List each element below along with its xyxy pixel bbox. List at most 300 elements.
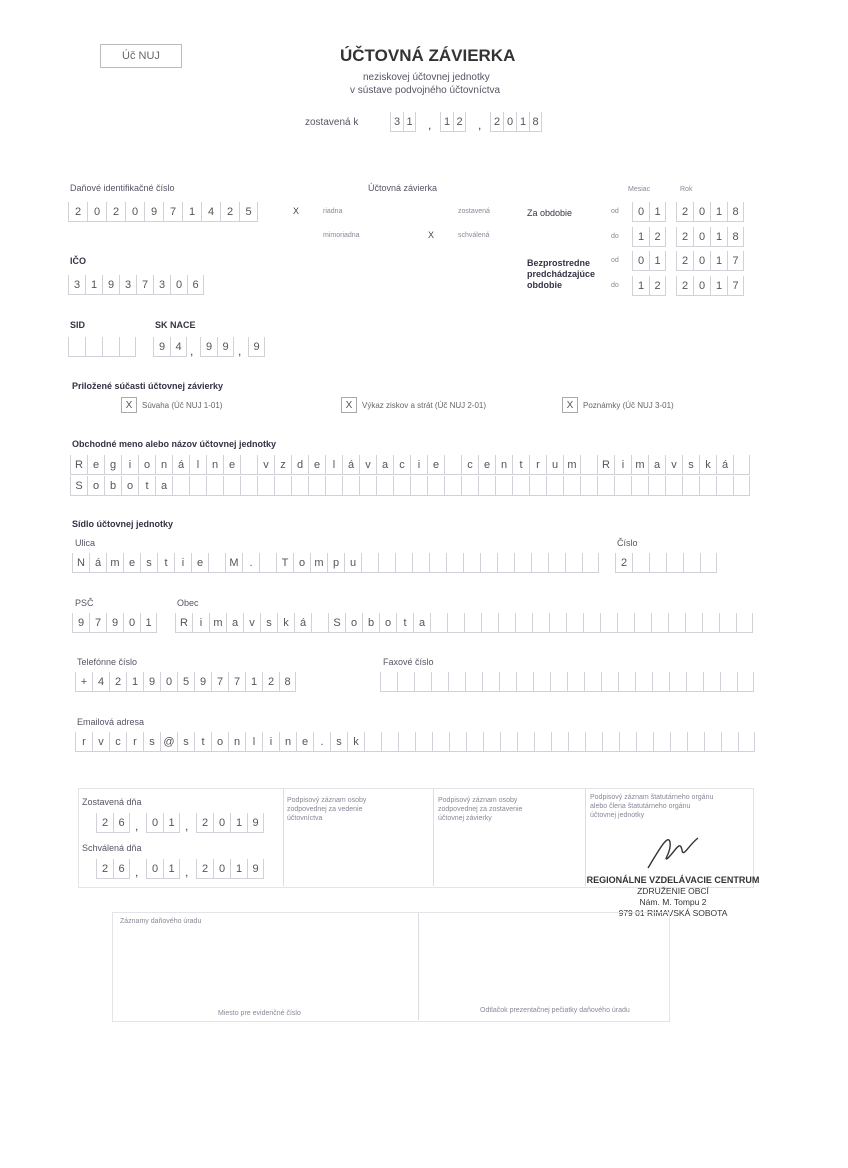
document-title: ÚČTOVNÁ ZÁVIERKA: [340, 46, 516, 65]
char-box: [364, 732, 381, 752]
char-box: [483, 732, 500, 752]
char-box: v: [243, 613, 260, 633]
char-box: [516, 672, 533, 692]
char-box: m: [631, 455, 648, 475]
char-box: [704, 732, 721, 752]
char-box: á: [716, 455, 733, 475]
char-box: [721, 732, 738, 752]
char-box: 9: [72, 613, 89, 633]
char-box: 2: [649, 276, 666, 296]
notes-label: Poznámky (Úč NUJ 3-01): [583, 401, 674, 410]
from-label: od: [611, 208, 619, 215]
tax-id-value: [68, 202, 258, 222]
approved-mark: X: [428, 230, 435, 240]
char-box: n: [206, 455, 223, 475]
char-box: [172, 476, 189, 496]
char-box: 1: [140, 613, 157, 633]
char-box: @: [160, 732, 177, 752]
current-from-month: [632, 202, 666, 222]
statement-label: Účtovná závierka: [368, 183, 438, 193]
balance-sheet-checkbox[interactable]: X: [121, 397, 137, 413]
signature-statutory: Podpisový záznam štatutárneho orgánu alebo člena štatutárneho orgánu účtovnej jednotky: [590, 794, 714, 819]
psc-value: [72, 613, 157, 633]
approved-label: schválená: [458, 232, 490, 239]
char-box: [208, 553, 225, 573]
char-box: 2: [676, 251, 693, 271]
char-box: m: [310, 553, 327, 573]
char-box: e: [478, 455, 495, 475]
nace-part-1: [153, 337, 187, 357]
char-box: [719, 613, 736, 633]
handwritten-signature: [640, 828, 710, 876]
char-box: d: [291, 455, 308, 475]
char-box: [634, 613, 651, 633]
char-box: [512, 476, 529, 496]
char-box: [631, 476, 648, 496]
char-box: [619, 732, 636, 752]
char-box: [395, 553, 412, 573]
char-box: 7: [136, 275, 153, 295]
char-box: m: [209, 613, 226, 633]
char-box: [342, 476, 359, 496]
char-box: s: [140, 553, 157, 573]
char-box: [517, 732, 534, 752]
char-box: [444, 476, 461, 496]
char-box: [514, 553, 531, 573]
char-box: [240, 455, 257, 475]
char-box: v: [92, 732, 109, 752]
approved-on-year: [196, 859, 264, 879]
seat-label: Sídlo účtovnej jednotky: [72, 519, 174, 529]
char-box: [583, 613, 600, 633]
char-box: [274, 476, 291, 496]
char-box: [447, 613, 464, 633]
char-box: 1: [230, 813, 247, 833]
char-box: R: [70, 455, 87, 475]
entity-name-label: Obchodné meno alebo názov účtovnej jednotky: [72, 439, 277, 449]
char-box: n: [495, 455, 512, 475]
char-box: [311, 613, 328, 633]
char-box: o: [138, 455, 155, 475]
current-from-year: [676, 202, 744, 222]
street-label: Ulica: [75, 538, 96, 548]
char-box: [461, 476, 478, 496]
char-box: t: [512, 455, 529, 475]
char-box: k: [347, 732, 364, 752]
char-box: 9: [143, 672, 160, 692]
char-box: 0: [123, 613, 140, 633]
char-box: á: [172, 455, 189, 475]
char-box: 2: [96, 813, 113, 833]
char-box: s: [682, 455, 699, 475]
char-box: [653, 732, 670, 752]
approved-on-day: [96, 859, 130, 879]
subtitle-1: neziskovej účtovnej jednotky: [363, 72, 490, 83]
char-box: [410, 476, 427, 496]
char-box: 2: [676, 276, 693, 296]
char-box: a: [226, 613, 243, 633]
email-value: [75, 732, 755, 752]
char-box: [648, 476, 665, 496]
char-box: [529, 476, 546, 496]
char-box: i: [262, 732, 279, 752]
char-box: [567, 672, 584, 692]
char-box: [448, 672, 465, 692]
divider: [418, 913, 419, 1020]
char-box: [686, 672, 703, 692]
char-box: s: [143, 732, 160, 752]
char-box: 0: [693, 251, 710, 271]
char-box: 9: [153, 337, 170, 357]
char-box: [325, 476, 342, 496]
char-box: 0: [213, 859, 230, 879]
char-box: t: [157, 553, 174, 573]
approved-on-label: Schválená dňa: [82, 843, 142, 853]
char-box: [669, 672, 686, 692]
char-box: 2: [196, 813, 213, 833]
char-box: [716, 476, 733, 496]
year-label: Rok: [680, 186, 693, 193]
char-box: e: [308, 455, 325, 475]
char-box: 9: [102, 275, 119, 295]
char-box: v: [665, 455, 682, 475]
notes-checkbox[interactable]: X: [562, 397, 578, 413]
char-box: 5: [177, 672, 194, 692]
nace-separator: ,: [238, 344, 242, 358]
char-box: 0: [693, 276, 710, 296]
char-box: 1: [182, 202, 201, 222]
char-box: a: [376, 455, 393, 475]
char-box: 0: [170, 275, 187, 295]
char-box: [733, 476, 750, 496]
evidence-number-label: Miesto pre evidenčné číslo: [218, 1010, 301, 1017]
char-box: m: [106, 553, 123, 573]
char-box: [482, 672, 499, 692]
income-statement-label: Výkaz ziskov a strát (Úč NUJ 2-01): [362, 401, 487, 410]
char-box: [668, 613, 685, 633]
ico-value: [68, 275, 204, 295]
char-box: 0: [146, 813, 163, 833]
char-box: 1: [126, 672, 143, 692]
char-box: [670, 732, 687, 752]
sid-value: [68, 337, 136, 357]
char-box: [614, 476, 631, 496]
char-box: T: [276, 553, 293, 573]
char-box: +: [75, 672, 92, 692]
char-box: R: [597, 455, 614, 475]
char-box: [585, 732, 602, 752]
char-box: k: [699, 455, 716, 475]
char-box: [480, 553, 497, 573]
char-box: [378, 553, 395, 573]
char-box: 0: [87, 202, 106, 222]
compiled-on-label: Zostavená dňa: [82, 797, 142, 807]
char-box: 1: [245, 672, 262, 692]
char-box: o: [211, 732, 228, 752]
city-value: [175, 613, 753, 633]
char-box: 1: [632, 276, 649, 296]
char-box: á: [89, 553, 106, 573]
tax-office-records-label: Záznamy daňového úradu: [120, 918, 202, 925]
char-box: [737, 672, 754, 692]
char-box: [430, 613, 447, 633]
char-box: l: [189, 455, 206, 475]
char-box: e: [223, 455, 240, 475]
char-box: [584, 672, 601, 692]
char-box: 2: [490, 112, 503, 132]
compiled-on-year: [196, 813, 264, 833]
char-box: [308, 476, 325, 496]
char-box: [534, 732, 551, 752]
char-box: s: [330, 732, 347, 752]
compiled-label: zostavená: [458, 208, 490, 215]
char-box: 1: [163, 859, 180, 879]
prev-to-year: [676, 276, 744, 296]
date-separator: ,: [135, 819, 139, 833]
char-box: [102, 337, 119, 357]
number-label: Číslo: [617, 538, 638, 548]
char-box: [618, 672, 635, 692]
char-box: [531, 553, 548, 573]
divider: [585, 789, 586, 886]
char-box: [397, 672, 414, 692]
char-box: i: [614, 455, 631, 475]
char-box: 7: [727, 276, 744, 296]
char-box: [568, 732, 585, 752]
char-box: t: [396, 613, 413, 633]
tax-id-label: Daňové identifikačné číslo: [70, 183, 175, 193]
month-label: Mesiac: [628, 186, 651, 193]
current-period-label: Za obdobie: [527, 208, 573, 218]
prev-from-year: [676, 251, 744, 271]
char-box: [515, 613, 532, 633]
to-label: do: [611, 233, 619, 240]
char-box: n: [279, 732, 296, 752]
from-label: od: [611, 257, 619, 264]
char-box: [431, 672, 448, 692]
char-box: [465, 672, 482, 692]
previous-period-label-1: Bezprostredne: [527, 258, 591, 268]
char-box: n: [155, 455, 172, 475]
char-box: i: [410, 455, 427, 475]
char-box: [291, 476, 308, 496]
char-box: v: [359, 455, 376, 475]
char-box: [703, 672, 720, 692]
char-box: b: [104, 476, 121, 496]
char-box: [617, 613, 634, 633]
char-box: 3: [390, 112, 403, 132]
char-box: a: [648, 455, 665, 475]
filing-stamp-label: Odtlačok prezentačnej pečiatky daňového úradu: [480, 1007, 630, 1014]
char-box: 9: [217, 337, 234, 357]
char-box: 2: [615, 553, 632, 573]
prev-to-month: [632, 276, 666, 296]
char-box: 4: [92, 672, 109, 692]
char-box: 0: [125, 202, 144, 222]
char-box: 0: [503, 112, 516, 132]
char-box: o: [345, 613, 362, 633]
email-label: Emailová adresa: [77, 717, 145, 727]
char-box: [449, 732, 466, 752]
char-box: [563, 476, 580, 496]
char-box: [636, 732, 653, 752]
compiled-on-month: [146, 813, 180, 833]
char-box: 9: [144, 202, 163, 222]
char-box: [733, 455, 750, 475]
entity-name-line-1: [70, 455, 750, 475]
char-box: [376, 476, 393, 496]
char-box: [632, 553, 649, 573]
char-box: [665, 476, 682, 496]
char-box: [602, 732, 619, 752]
char-box: 2: [453, 112, 466, 132]
char-box: [652, 672, 669, 692]
char-box: [444, 455, 461, 475]
char-box: [464, 613, 481, 633]
char-box: [68, 337, 85, 357]
char-box: S: [328, 613, 345, 633]
char-box: 7: [727, 251, 744, 271]
sid-label: SID: [70, 320, 86, 330]
char-box: 7: [211, 672, 228, 692]
stamp-line-2: ZDRUŽENIE OBCÍ: [637, 886, 709, 896]
ico-label: IČO: [70, 256, 87, 266]
char-box: 1: [710, 227, 727, 247]
char-box: 8: [279, 672, 296, 692]
char-box: 0: [693, 202, 710, 222]
char-box: s: [177, 732, 194, 752]
char-box: e: [191, 553, 208, 573]
fax-label: Faxové číslo: [383, 657, 434, 667]
char-box: R: [175, 613, 192, 633]
char-box: g: [104, 455, 121, 475]
char-box: 1: [403, 112, 416, 132]
char-box: [412, 553, 429, 573]
char-box: 6: [113, 813, 130, 833]
char-box: [499, 672, 516, 692]
char-box: [415, 732, 432, 752]
char-box: e: [87, 455, 104, 475]
char-box: [700, 553, 717, 573]
char-box: [359, 476, 376, 496]
char-box: á: [294, 613, 311, 633]
char-box: 0: [632, 251, 649, 271]
char-box: 2: [220, 202, 239, 222]
balance-sheet-label: Súvaha (Úč NUJ 1-01): [142, 401, 223, 410]
char-box: [393, 476, 410, 496]
char-box: 0: [213, 813, 230, 833]
income-statement-checkbox[interactable]: X: [341, 397, 357, 413]
char-box: s: [260, 613, 277, 633]
char-box: [720, 672, 737, 692]
char-box: 1: [710, 202, 727, 222]
char-box: 6: [113, 859, 130, 879]
char-box: 7: [163, 202, 182, 222]
entity-name-line-2: [70, 476, 750, 496]
char-box: 5: [239, 202, 258, 222]
char-box: 2: [106, 202, 125, 222]
char-box: 9: [194, 672, 211, 692]
char-box: 1: [632, 227, 649, 247]
char-box: e: [427, 455, 444, 475]
char-box: r: [126, 732, 143, 752]
char-box: [699, 476, 716, 496]
char-box: [119, 337, 136, 357]
char-box: 1: [230, 859, 247, 879]
char-box: [651, 613, 668, 633]
char-box: 2: [676, 227, 693, 247]
form-code-box: [100, 44, 182, 68]
to-label: do: [611, 282, 619, 289]
current-to-year: [676, 227, 744, 247]
char-box: [601, 672, 618, 692]
char-box: 0: [632, 202, 649, 222]
char-box: 4: [170, 337, 187, 357]
char-box: 2: [262, 672, 279, 692]
char-box: 1: [516, 112, 529, 132]
char-box: 0: [160, 672, 177, 692]
char-box: [427, 476, 444, 496]
char-box: n: [228, 732, 245, 752]
extraordinary-label: mimoriadna: [323, 232, 360, 239]
char-box: c: [393, 455, 410, 475]
char-box: 0: [693, 227, 710, 247]
compiled-at-day: [390, 112, 416, 132]
regular-mark: X: [293, 206, 300, 216]
char-box: [597, 476, 614, 496]
char-box: o: [87, 476, 104, 496]
char-box: [500, 732, 517, 752]
char-box: [685, 613, 702, 633]
nace-label: SK NACE: [155, 320, 196, 330]
char-box: [498, 613, 515, 633]
char-box: 2: [96, 859, 113, 879]
char-box: 0: [146, 859, 163, 879]
char-box: 8: [727, 202, 744, 222]
char-box: á: [342, 455, 359, 475]
compiled-at-year: [490, 112, 542, 132]
char-box: 2: [109, 672, 126, 692]
char-box: [736, 613, 753, 633]
char-box: M: [225, 553, 242, 573]
signature-accounting: Podpisový záznam osoby zodpovednej za vedenie účtovníctva: [287, 797, 367, 822]
nace-part-2: [200, 337, 234, 357]
psc-label: PSČ: [75, 598, 94, 608]
char-box: [548, 553, 565, 573]
regular-label: riadna: [323, 208, 343, 215]
char-box: [429, 553, 446, 573]
char-box: [683, 553, 700, 573]
char-box: [546, 476, 563, 496]
char-box: [189, 476, 206, 496]
char-box: [497, 553, 514, 573]
compiled-on-day: [96, 813, 130, 833]
phone-label: Telefónne číslo: [77, 657, 138, 667]
char-box: u: [546, 455, 563, 475]
char-box: [738, 732, 755, 752]
city-label: Obec: [177, 598, 199, 608]
tax-office-panel: [112, 912, 670, 1022]
attachments-label: Priložené súčasti účtovnej závierky: [72, 381, 224, 391]
char-box: 1: [710, 251, 727, 271]
fax-value: [380, 672, 754, 692]
stamp-line-3: Nám. M. Tompu 2: [639, 897, 707, 907]
char-box: 8: [727, 227, 744, 247]
char-box: 4: [201, 202, 220, 222]
compiled-at-label: zostavená k: [305, 117, 359, 128]
divider: [433, 789, 434, 886]
char-box: 8: [529, 112, 542, 132]
